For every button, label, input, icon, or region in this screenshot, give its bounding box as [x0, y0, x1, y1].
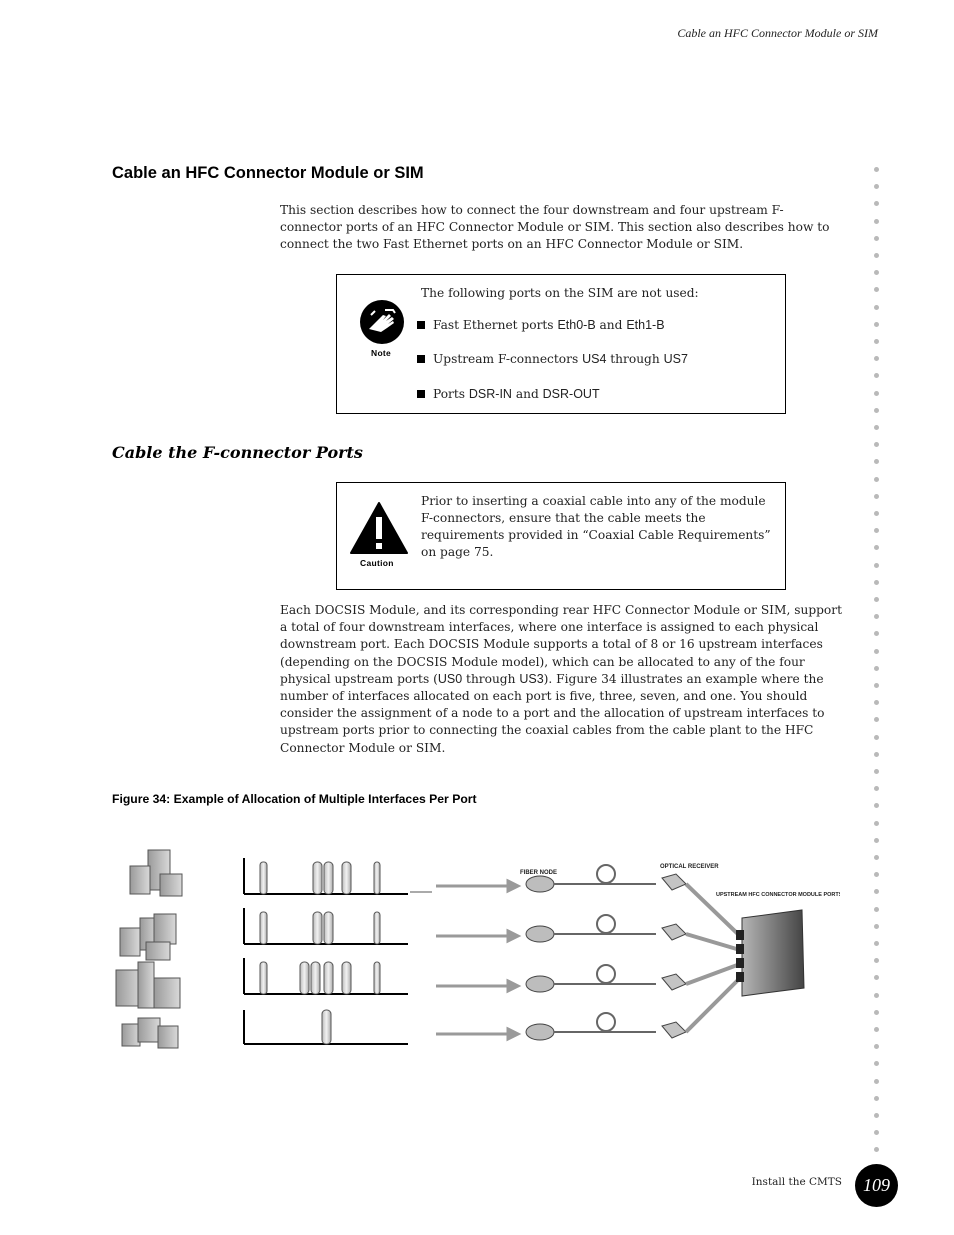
margin-dot	[874, 1113, 879, 1118]
note-item-text: and	[595, 318, 627, 332]
margin-dot	[874, 563, 879, 568]
margin-dot	[874, 735, 879, 740]
port-name: US3	[519, 671, 544, 686]
body-paragraph	[280, 602, 842, 757]
margin-dot	[874, 1044, 879, 1049]
margin-dot	[874, 855, 879, 860]
body-text: through	[462, 671, 520, 686]
margin-dot	[874, 803, 879, 808]
margin-dot	[874, 1096, 879, 1101]
signal-arrows	[436, 881, 518, 1039]
note-item-text: Upstream F-connectors	[433, 352, 583, 366]
port-name: DSR-IN	[468, 387, 512, 401]
margin-dot	[874, 425, 879, 430]
margin-dot	[874, 580, 879, 585]
margin-dot	[874, 201, 879, 206]
margin-dot	[874, 975, 879, 980]
margin-dot	[874, 683, 879, 688]
bullet-square-icon	[417, 390, 425, 398]
building-cluster-icon	[120, 914, 176, 960]
connector-module-icon	[736, 910, 804, 996]
margin-dot	[874, 1130, 879, 1135]
margin-dot	[874, 1010, 879, 1015]
note-item	[433, 352, 688, 366]
margin-dot	[874, 545, 879, 550]
note-item-text: Fast Ethernet ports	[433, 318, 558, 332]
margin-dot	[874, 339, 879, 344]
margin-dot	[874, 236, 879, 241]
note-item-text: and	[511, 387, 543, 401]
note-item-text: through	[606, 352, 664, 366]
margin-dot	[874, 305, 879, 310]
building-cluster-icon	[130, 850, 182, 896]
margin-dot	[874, 1061, 879, 1066]
margin-dot	[874, 649, 879, 654]
margin-dot	[874, 872, 879, 877]
note-lead: The following ports on the SIM are not used:	[421, 286, 699, 300]
optical-receiver-icon	[662, 874, 686, 1038]
page-number: 109	[855, 1164, 898, 1207]
margin-dot	[874, 408, 879, 413]
port-name: US4	[582, 352, 607, 366]
fiber-coil-icon	[554, 865, 656, 1032]
port-name: Eth1-B	[626, 318, 665, 332]
bullet-square-icon	[417, 321, 425, 329]
margin-dot	[874, 614, 879, 619]
spectrum-plots	[244, 858, 432, 1044]
margin-dot	[874, 993, 879, 998]
port-name: US0	[437, 671, 463, 686]
spectrum-plot	[244, 1010, 408, 1044]
margin-dot	[874, 1027, 879, 1032]
building-cluster-icon	[116, 962, 180, 1008]
margin-dot	[874, 494, 879, 499]
figure-illustration	[110, 838, 840, 1068]
caution-label: Caution	[360, 558, 394, 568]
port-name: DSR-OUT	[542, 387, 600, 401]
margin-dot	[874, 253, 879, 258]
margin-dot	[874, 838, 879, 843]
margin-dot	[874, 322, 879, 327]
margin-dot	[874, 717, 879, 722]
margin-dot	[874, 941, 879, 946]
margin-dot	[874, 597, 879, 602]
margin-dot	[874, 1079, 879, 1084]
footer-text: Install the CMTS	[751, 1176, 842, 1188]
building-cluster-icon	[122, 1018, 178, 1048]
port-name: Eth0-B	[557, 318, 596, 332]
margin-dot	[874, 907, 879, 912]
note-item-text: Ports	[433, 387, 469, 401]
margin-dot	[874, 924, 879, 929]
margin-dot	[874, 459, 879, 464]
margin-dot	[874, 1147, 879, 1152]
margin-dot	[874, 287, 879, 292]
margin-dot	[874, 786, 879, 791]
margin-dot	[874, 631, 879, 636]
margin-dot	[874, 821, 879, 826]
margin-dot	[874, 700, 879, 705]
note-item	[433, 387, 600, 401]
spectrum-plot	[244, 858, 432, 894]
body-text: ). Figure 34 illustrates an example where the number of interfaces allocated on each port is five, three, seven, and one. You should consider the assignment of a node to a port and the allocation of upstream interfaces to upstream ports prior to connecting the coaxial cables from the cable plant to the HFC Connector Module or SIM.	[280, 671, 825, 755]
spectrum-plot	[244, 908, 408, 944]
note-label: Note	[371, 348, 392, 358]
margin-dot	[874, 184, 879, 189]
caution-box	[336, 482, 786, 590]
note-box	[336, 274, 786, 414]
margin-dot	[874, 167, 879, 172]
body-text: Each DOCSIS Module, and its corresponding rear HFC Connector Module or SIM, support a total of four downstream interfaces, where one interface is assigned to each physical downstream port. Each DOCSIS Module supports a total of 8 or 16 upstream interfaces (depending on the DOCSIS Module model), which can be allocated to any of the four physical upstream ports (	[280, 603, 842, 686]
module-ports-label: UPSTREAM HFC CONNECTOR MODULE PORTS	[716, 892, 840, 898]
margin-dot	[874, 391, 879, 396]
margin-dot	[874, 511, 879, 516]
caution-triangle-icon	[349, 501, 409, 555]
margin-dot	[874, 752, 879, 757]
coax-cables	[686, 884, 740, 1032]
note-hand-icon	[359, 299, 405, 345]
subsection-title: Cable the F-connector Ports	[112, 443, 363, 462]
margin-dot	[874, 477, 879, 482]
margin-dot	[874, 666, 879, 671]
margin-dot	[874, 270, 879, 275]
margin-dot	[874, 889, 879, 894]
caution-text: Prior to inserting a coaxial cable into any of the module F-connectors, ensure that the cable meets the requirements provided in “Coaxial Cable Requirements” on page 75.	[421, 494, 771, 559]
intro-paragraph: This section describes how to connect the four downstream and four upstream F-connector ports of an HFC Connector Module or SIM. This section also describes how to connect the two Fast Ethernet ports on an HFC Connector Module or SIM.	[280, 203, 830, 252]
margin-dot	[874, 958, 879, 963]
running-head: Cable an HFC Connector Module or SIM	[677, 26, 878, 40]
margin-dot	[874, 373, 879, 378]
fiber-node-label: FIBER NODE	[520, 870, 558, 876]
fiber-node-icon	[526, 876, 554, 1040]
margin-dot	[874, 219, 879, 224]
margin-dot	[874, 769, 879, 774]
note-item	[433, 318, 665, 332]
section-title: Cable an HFC Connector Module or SIM	[112, 164, 424, 182]
optical-receiver-label: OPTICAL RECEIVER	[660, 864, 719, 870]
allocation-diagram	[110, 838, 840, 1068]
margin-dot	[874, 442, 879, 447]
spectrum-plot	[244, 958, 408, 994]
bullet-square-icon	[417, 355, 425, 363]
margin-dot	[874, 528, 879, 533]
port-name: US7	[663, 352, 688, 366]
figure-caption: Figure 34: Example of Allocation of Multiple Interfaces Per Port	[112, 792, 477, 806]
margin-dot	[874, 356, 879, 361]
